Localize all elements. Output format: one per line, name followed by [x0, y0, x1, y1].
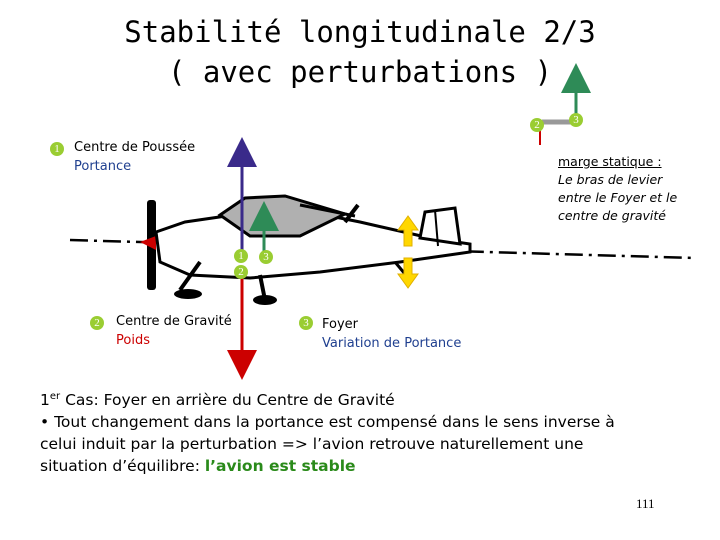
badge-3-marge: 3	[569, 113, 583, 127]
badge-2-diagram: 2	[234, 265, 248, 279]
label-variation-portance: Variation de Portance	[322, 336, 462, 351]
marge-line2: entre le Foyer et le	[558, 190, 678, 205]
marge-title: marge statique :	[558, 154, 662, 169]
front-wheel	[174, 289, 202, 299]
label-centre-poussee: Centre de Poussée	[74, 140, 196, 155]
bullet-line1: • Tout changement dans la portance est compensé dans le sens inverse à	[40, 413, 615, 432]
airplane-silhouette	[140, 196, 470, 305]
marge-statique-note	[558, 153, 698, 225]
bullet-line3: situation d’équilibre: l’avion est stable	[40, 457, 356, 476]
slide-title-line2: ( avec perturbations )	[167, 55, 553, 89]
badge-1-diagram: 1	[234, 249, 248, 263]
marge-line1: Le bras de levier	[558, 172, 663, 187]
marge-line3: centre de gravité	[558, 208, 666, 223]
bullet-line2: celui induit par la perturbation => l’avion retrouve naturellement une	[40, 435, 584, 454]
label-foyer: Foyer	[322, 317, 359, 332]
case-title: 1er Cas: Foyer en arrière du Centre de Gravité	[40, 391, 395, 410]
page-number: 111	[636, 496, 655, 511]
badge-1-legend: 1	[50, 142, 64, 156]
slide-title-line1: Stabilité longitudinale 2/3	[124, 15, 596, 49]
main-wheel	[253, 295, 277, 305]
label-poids: Poids	[116, 333, 150, 348]
stable-conclusion: l’avion est stable	[204, 457, 356, 476]
label-portance: Portance	[74, 159, 132, 174]
tail-fin	[420, 208, 460, 244]
badge-2-marge: 2	[530, 118, 544, 132]
explanation-text	[40, 386, 700, 477]
label-centre-gravite: Centre de Gravité	[116, 314, 232, 329]
badge-3-diagram: 3	[259, 250, 273, 264]
badge-3-legend: 3	[299, 316, 313, 330]
badge-2-legend: 2	[90, 316, 104, 330]
